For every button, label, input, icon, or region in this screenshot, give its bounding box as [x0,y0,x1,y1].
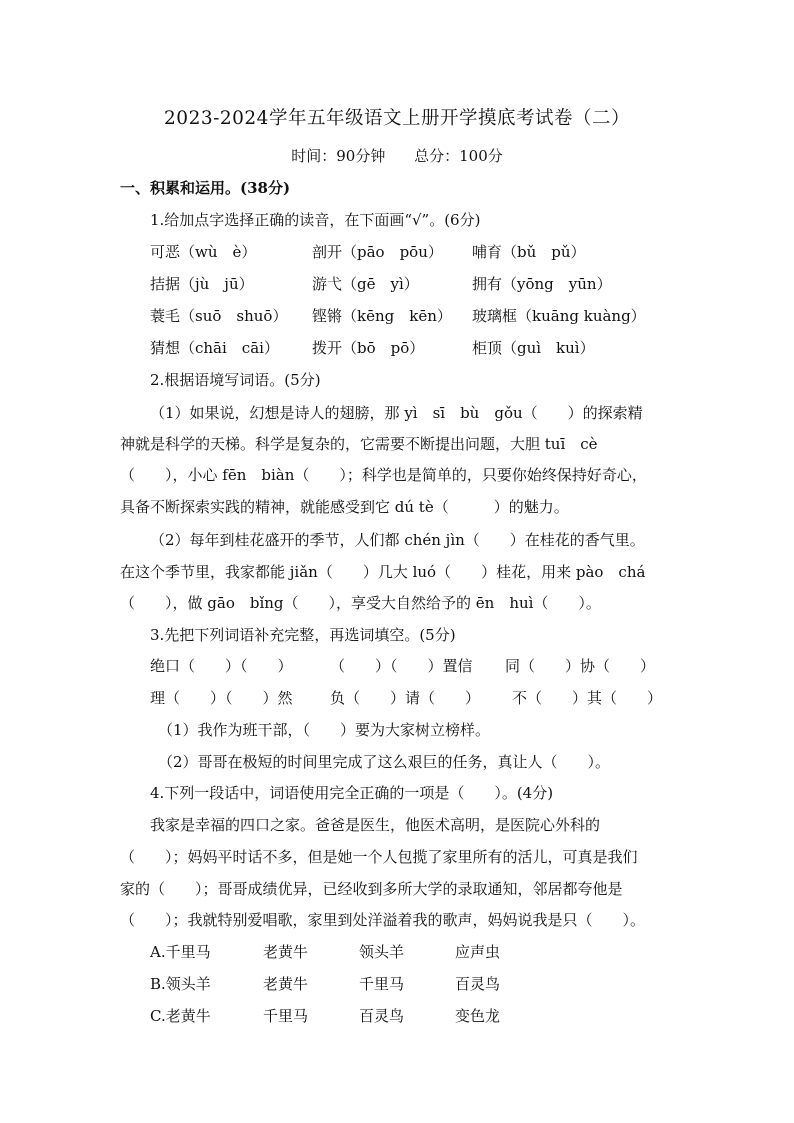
pinyin-option: 剖开（pāo pōu） [312,243,443,261]
idiom-blank: 理（ ）（ ）然 [150,689,293,707]
pinyin-option: 游弋（gē yì） [312,275,419,293]
fill-sentence: （1）我作为班干部，（ ）要为大家树立榜样。 [158,721,491,739]
idiom-blank: 绝口（ ）（ ） [150,657,293,675]
answer-option: 老黄牛 [263,943,309,961]
answer-option: 领头羊 [359,943,405,961]
question-1-prompt: 1.给加点字选择正确的读音，在下面画“√”。(6分) [150,211,481,229]
idiom-blank: 同（ ）协（ ） [505,657,656,675]
paragraph-line: （ ）；我就特别爱唱歌，家里到处洋溢着我的歌声，妈妈说我是只（ ）。 [120,911,646,929]
idiom-blank: 不（ ）其（ ） [512,689,663,707]
pinyin-option: 拨开（bō pō） [312,339,425,357]
idiom-blank: （ ）（ ）置信 [330,657,473,675]
paragraph-line: （1）如果说，幻想是诗人的翅膀，那 yì sī bù gǒu（ ）的探索精 [150,404,643,422]
idiom-blank: 负（ ）请（ ） [330,689,481,707]
pinyin-option: 哺育（bǔ pǔ） [472,243,586,261]
question-3-prompt: 3.先把下列词语补充完整，再选词填空。(5分) [150,626,456,644]
answer-option: 应声虫 [455,943,501,961]
answer-option: 老黄牛 [263,975,309,993]
answer-option: 变色龙 [455,1007,501,1025]
answer-option: 百灵鸟 [455,975,501,993]
time-info: 时间：90分钟 [291,147,386,165]
exam-title: 2023-2024学年五年级语文上册开学摸底考试卷（二） [164,108,630,129]
score-info: 总分：100分 [414,147,503,165]
paragraph-line: （ ），做 gāo bǐng（ ），享受大自然给予的 ēn huì（ ）。 [120,594,601,612]
paragraph-line: 家的（ ）；哥哥成绩优异，已经收到多所大学的录取通知，邻居都夸他是 [120,880,623,898]
pinyin-option: 柜顶（guì kuì） [472,339,595,357]
pinyin-option: 蓑毛（suō shuō） [150,307,288,325]
paragraph-line: （ ），小心 fēn biàn（ ）；科学也是简单的，只要你始终保持好奇心， [120,466,647,484]
pinyin-option: 玻璃框（kuāng kuàng） [472,307,646,325]
question-2-prompt: 2.根据语境写词语。(5分) [150,371,321,389]
section-heading: 一、积累和运用。(38分) [120,179,291,197]
paragraph-line: 神就是科学的天梯。科学是复杂的，它需要不断提出问题，大胆 tuī cè [120,435,598,453]
pinyin-option: 拮据（jù jū） [150,275,254,293]
answer-option: A.千里马 [150,943,211,961]
pinyin-option: 可恶（wù è） [150,243,257,261]
paragraph-line: 具备不断探索实践的精神，就能感受到它 dú tè（ ）的魅力。 [120,498,569,516]
paragraph-line: 在这个季节里，我家都能 jiǎn（ ）几大 luó（ ）桂花，用来 pào chá [120,563,646,581]
pinyin-option: 猜想（chāi cāi） [150,339,279,357]
question-4-prompt: 4.下列一段话中，词语使用完全正确的一项是（ ）。(4分) [150,784,554,802]
paragraph-line: （ ）；妈妈平时话不多，但是她一个人包揽了家里所有的活儿，可真是我们 [120,848,638,866]
answer-option: C.老黄牛 [150,1007,211,1025]
answer-option: B.领头羊 [150,975,211,993]
pinyin-option: 铿锵（kēng kēn） [312,307,452,325]
answer-option: 千里马 [359,975,405,993]
answer-option: 千里马 [263,1007,309,1025]
answer-option: 百灵鸟 [359,1007,405,1025]
paragraph-line: （2）每年到桂花盛开的季节，人们都 chén jìn（ ）在桂花的香气里。 [150,531,645,549]
exam-subtitle [0,145,794,166]
fill-sentence: （2）哥哥在极短的时间里完成了这么艰巨的任务，真让人（ ）。 [158,753,611,771]
pinyin-option: 拥有（yōng yūn） [472,275,612,293]
paragraph-line: 我家是幸福的四口之家。爸爸是医生，他医术高明，是医院心外科的 [150,816,601,834]
